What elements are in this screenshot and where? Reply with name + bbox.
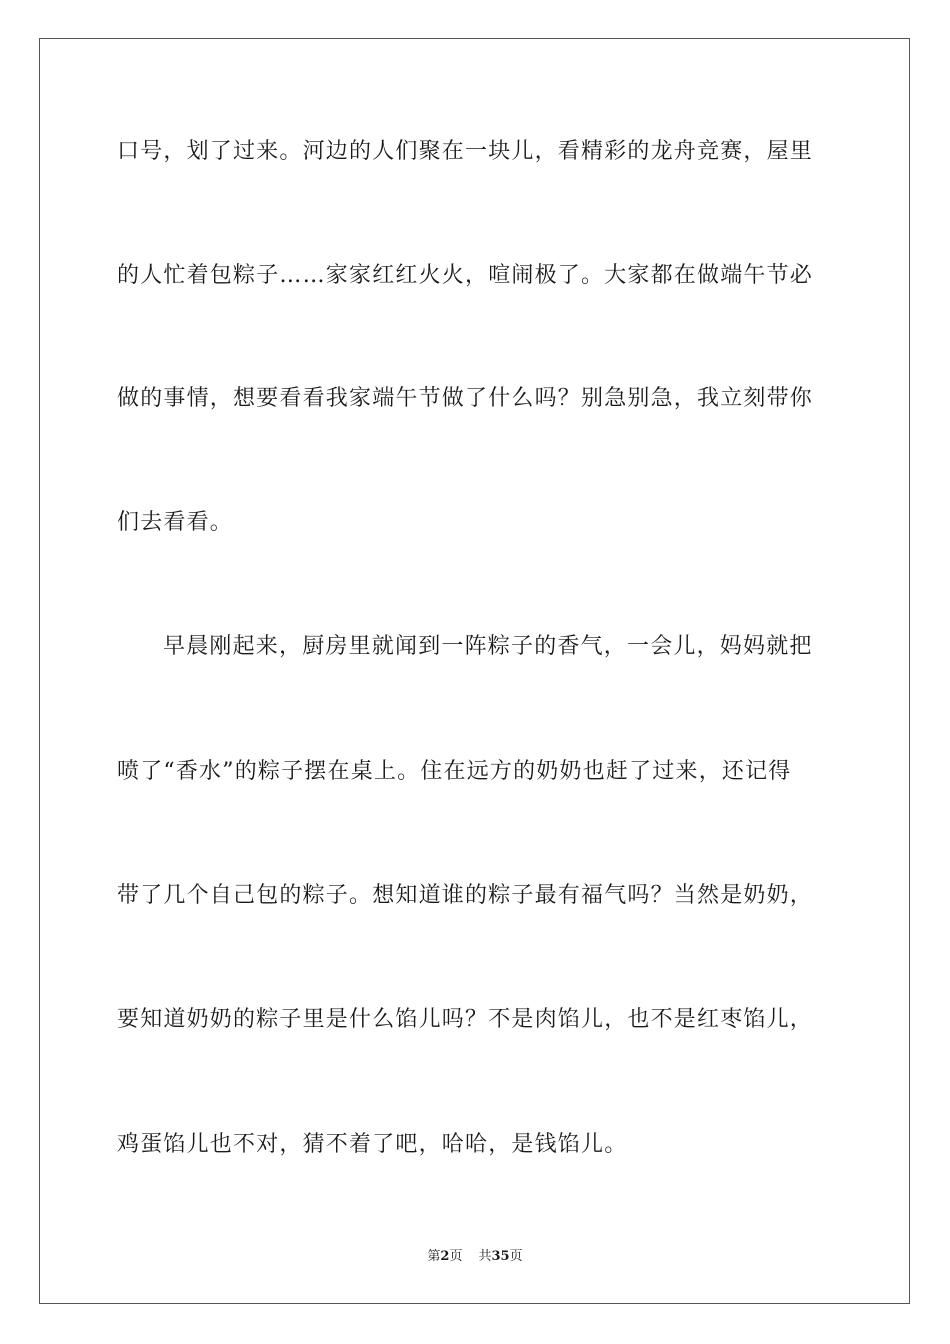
paragraph-line: 早晨刚起来，厨房里就闻到一阵粽子的香气，一会儿，妈妈就把: [163, 634, 813, 659]
paragraph-line: 鸡蛋馅儿也不对，猜不着了吧，哈哈，是钱馅儿。: [117, 1132, 628, 1157]
paragraph-line: 们去看看。: [117, 510, 234, 535]
page-border: [39, 38, 910, 1304]
paragraph-line: 的人忙着包粽子……家家红红火火，喧闹极了。大家都在做端午节必: [117, 263, 814, 288]
paragraph-line: 做的事情，想要看看我家端午节做了什么吗？别急别急，我立刻带你: [117, 386, 814, 411]
page-footer: [0, 1248, 950, 1266]
paragraph-line: 带了几个自己包的粽子。想知道谁的粽子最有福气吗？当然是奶奶，: [117, 883, 814, 908]
paragraph-line: 喷了“香水”的粽子摆在桌上。住在远方的奶奶也赶了过来，还记得: [117, 759, 792, 784]
total-pages-label: 共35页: [478, 1249, 523, 1264]
paragraph-line: 口号，划了过来。河边的人们聚在一块儿，看精彩的龙舟竞赛，屋里: [117, 139, 814, 164]
paragraph-line: 要知道奶奶的粽子里是什么馅儿吗？不是肉馅儿，也不是红枣馅儿，: [117, 1007, 814, 1032]
page-number-label: 第2页: [427, 1249, 463, 1264]
